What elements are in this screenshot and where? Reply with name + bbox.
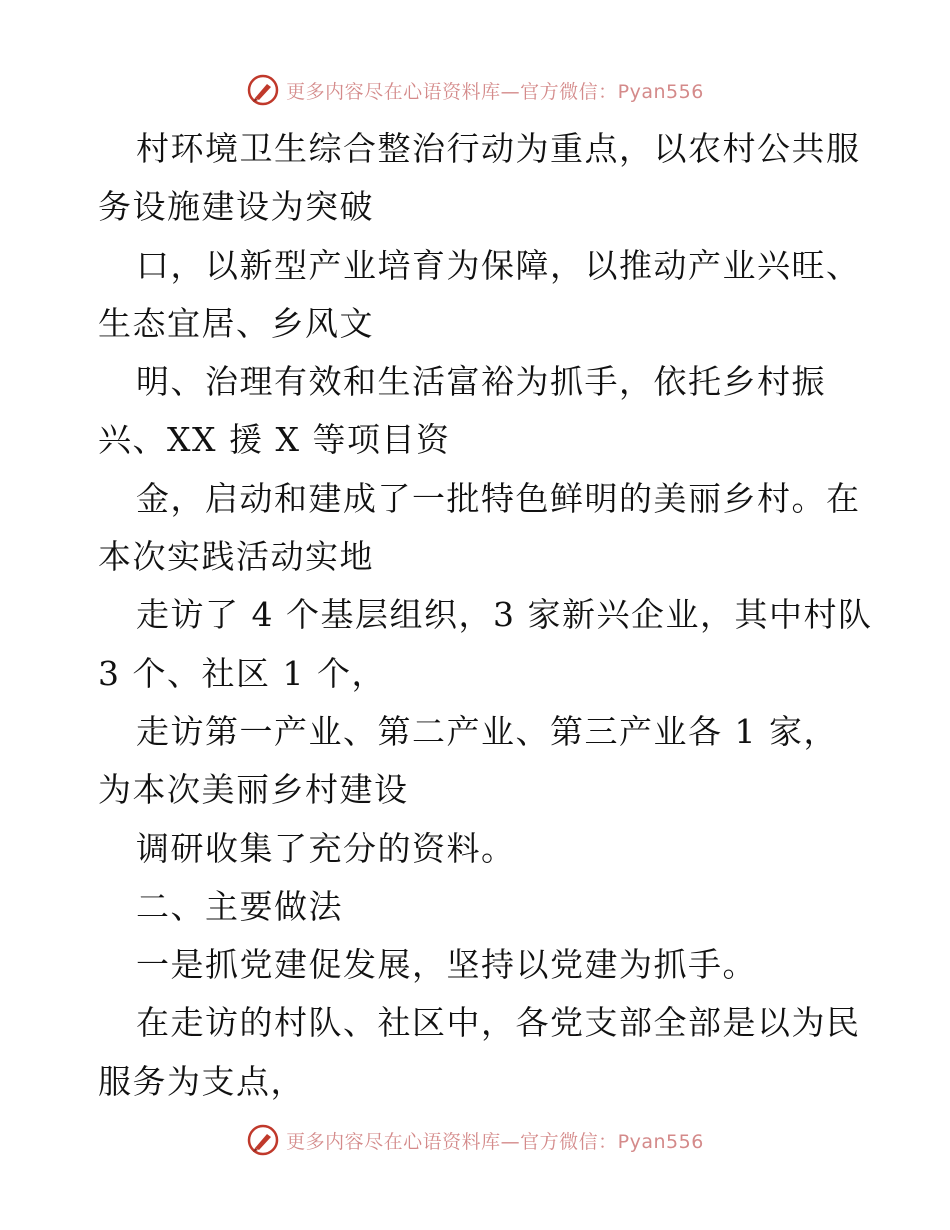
footer-banner [0, 1120, 950, 1160]
body-line: 村环境卫生综合整治行动为重点，以农村公共服 [136, 129, 861, 168]
pen-logo-icon [246, 1123, 280, 1157]
banner-text: 更多内容尽在心语资料库—官方微信：Pyan556 [286, 80, 704, 103]
body-line: 金，启动和建成了一批特色鲜明的美丽乡村。在 [136, 478, 861, 518]
body-line: 3 个、社区 1 个， [98, 653, 386, 693]
body-line: 走访了 4 个基层组织，3 家新兴企业，其中村队 [136, 595, 873, 635]
header-banner [0, 70, 950, 110]
body-line: 一是抓党建促发展，坚持以党建为抓手。 [136, 945, 757, 985]
body-line: 为本次美丽乡村建设 [98, 770, 409, 810]
body-line: 口，以新型产业培育为保障，以推动产业兴旺、 [136, 245, 861, 285]
body-line: 明、治理有效和生活富裕为抓手，依托乡村振 [136, 362, 826, 402]
body-line: 服务为支点， [98, 1061, 305, 1101]
body-line: 走访第一产业、第二产业、第三产业各 1 家， [136, 711, 838, 751]
banner-text: 更多内容尽在心语资料库—官方微信：Pyan556 [286, 1130, 704, 1153]
body-line: 务设施建设为突破 [98, 187, 374, 227]
body-line: 调研收集了充分的资料。 [136, 828, 516, 868]
body-line: 生态宜居、乡风文 [98, 303, 374, 343]
body-line: 本次实践活动实地 [98, 537, 374, 577]
body-line: 在走访的村队、社区中，各党支部全部是以为民 [136, 1003, 861, 1043]
document-body [98, 120, 873, 1111]
pen-logo-icon [246, 73, 280, 107]
body-line: 兴、XX 援 X 等项目资 [98, 420, 451, 460]
section-heading: 二、主要做法 [136, 886, 343, 926]
